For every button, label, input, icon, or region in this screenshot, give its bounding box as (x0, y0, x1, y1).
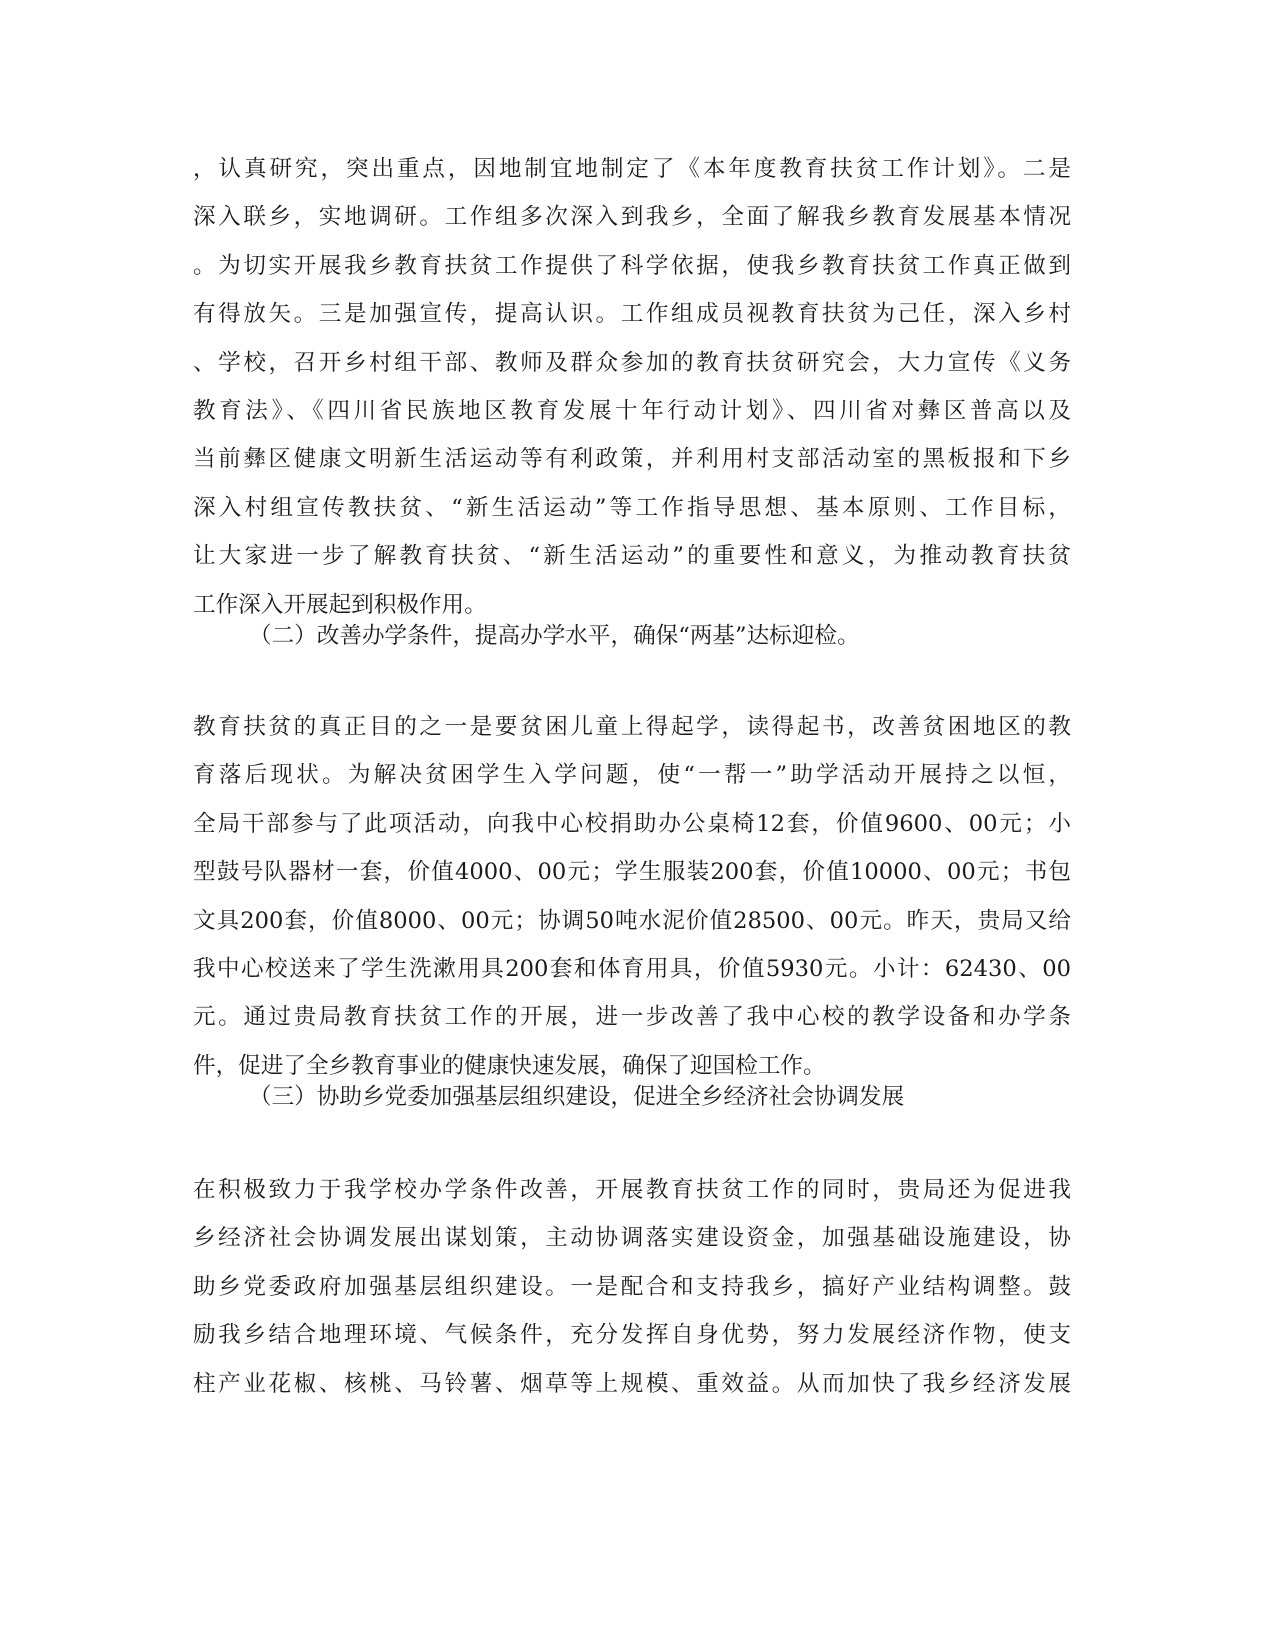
text-line: 、学校，召开乡村组干部、教师及群众参加的教育扶贫研究会，大力宣传《义务 (193, 349, 1071, 376)
text-line: 励我乡结合地理环境、气候条件，充分发挥自身优势，努力发展经济作物，使支 (193, 1322, 1071, 1349)
paragraph-3 (193, 1166, 1071, 1408)
text-line: 有得放矢。三是加强宣传，提高认识。工作组成员视教育扶贫为己任，深入乡村 (193, 301, 1071, 328)
text-line: 育落后现状。为解决贫困学生入学问题，使“一帮一”助学活动开展持之以恒， (193, 762, 1071, 789)
paragraph-1 (193, 145, 1071, 629)
text-line: 型鼓号队器材一套，价值4000、00元；学生服装200套，价值10000、00元；书包 (193, 859, 1071, 886)
section-heading-3: （三）协助乡党委加强基层组织建设，促进全乡经济社会协调发展 (249, 1084, 905, 1110)
text-line: ，认真研究，突出重点，因地制宜地制定了《本年度教育扶贫工作计划》。二是 (193, 156, 1071, 182)
text-line: 。为切实开展我乡教育扶贫工作提供了科学依据，使我乡教育扶贫工作真正做到 (193, 252, 1071, 279)
text-line: 当前彝区健康文明新生活运动等有利政策，并利用村支部活动室的黑板报和下乡 (193, 446, 1071, 473)
text-line: 让大家进一步了解教育扶贫、“新生活运动”的重要性和意义，为推动教育扶贫 (193, 543, 1071, 570)
text-line: 全局干部参与了此项活动，向我中心校捐助办公桌椅12套，价值9600、00元；小 (193, 810, 1071, 837)
text-line: 件，促进了全乡教育事业的健康快速发展，确保了迎国检工作。 (193, 1052, 826, 1079)
text-line: 工作深入开展起到积极作用。 (193, 591, 487, 618)
text-line: 助乡党委政府加强基层组织建设。一是配合和支持我乡，搞好产业结构调整。鼓 (193, 1273, 1071, 1300)
text-line: 文具200套，价值8000、00元；协调50吨水泥价值28500、00元。昨天，贵局又给 (193, 907, 1071, 934)
paragraph-2 (193, 703, 1071, 1090)
text-line: 教育法》、《四川省民族地区教育发展十年行动计划》、四川省对彝区普高以及 (193, 397, 1071, 424)
text-line: 我中心校送来了学生洗漱用具200套和体育用具，价值5930元。小计：62430、00 (193, 955, 1071, 982)
text-line: 乡经济社会协调发展出谋划策，主动协调落实建设资金，加强基础设施建设，协 (193, 1225, 1071, 1252)
text-line: 深入联乡，实地调研。工作组多次深入到我乡，全面了解我乡教育发展基本情况 (193, 204, 1071, 231)
text-line: 教育扶贫的真正目的之一是要贫困儿童上得起学，读得起书，改善贫困地区的教 (193, 714, 1071, 740)
text-line: 柱产业花椒、核桃、马铃薯、烟草等上规模、重效益。从而加快了我乡经济发展 (193, 1370, 1071, 1397)
text-line: 深入村组宣传教扶贫、“新生活运动”等工作指导思想、基本原则、工作目标， (193, 494, 1071, 521)
text-line: 在积极致力于我学校办学条件改善，开展教育扶贫工作的同时，贵局还为促进我 (193, 1177, 1071, 1203)
section-heading-2: （二）改善办学条件，提高办学水平，确保“两基”达标迎检。 (249, 623, 860, 649)
text-line: 元。通过贵局教育扶贫工作的开展，进一步改善了我中心校的教学设备和办学条 (193, 1004, 1071, 1031)
